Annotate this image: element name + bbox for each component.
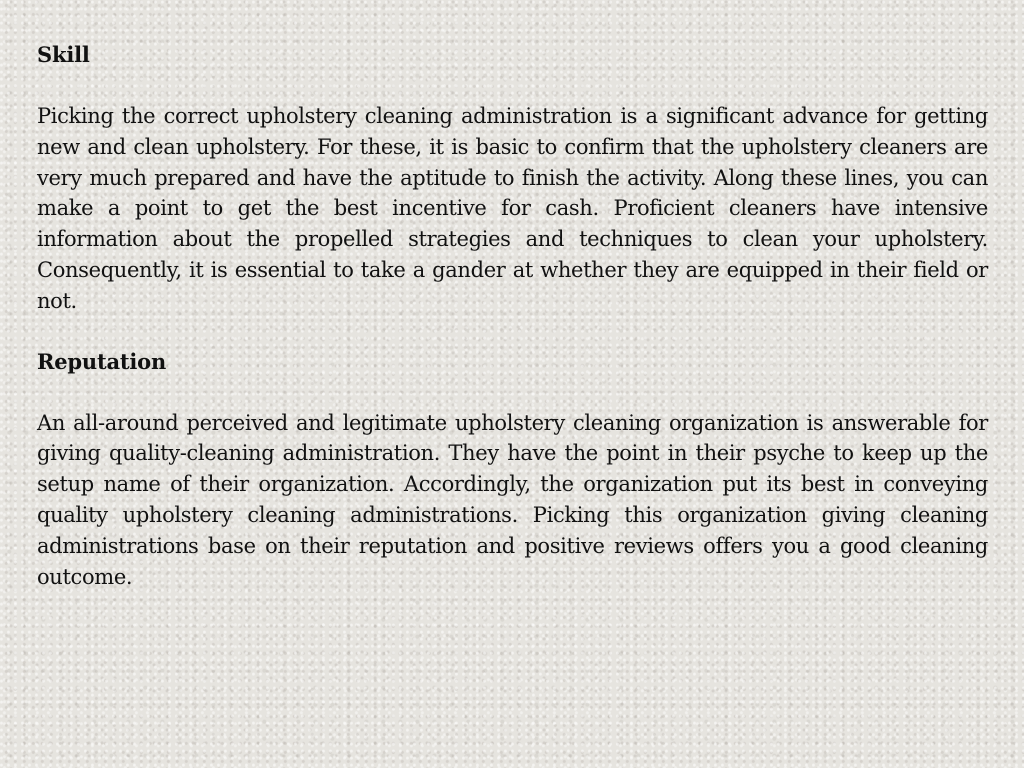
section-heading-skill: Skill — [37, 42, 90, 67]
section-heading-reputation: Reputation — [37, 348, 167, 374]
section-body-reputation: An all-around perceived and legitimate upholstery cleaning organization is answerable for giving quality-cleaning administration. They have the point in their psyche to keep up the setup name of their organization. Accordingly, the organization put its best in conveying quality upholstery cleaning administrations. Picking this organization giving cleaning administrations base on their reputation and positive reviews offers you a good cleaning outcome. — [37, 410, 988, 589]
section-body-skill: Picking the correct upholstery cleaning administration is a significant advance for getting new and clean upholstery. For these, it is basic to confirm that the upholstery cleaners are very much prepared and have the aptitude to finish the activity. Along these lines, you can make a point to get the best incentive for cash. Proficient cleaners have intensive information about the propelled strategies and techniques to clean your upholstery. Consequently, it is essential to take a gander at whether they are equipped in their field or not. — [37, 104, 988, 313]
slide-content — [37, 40, 988, 622]
